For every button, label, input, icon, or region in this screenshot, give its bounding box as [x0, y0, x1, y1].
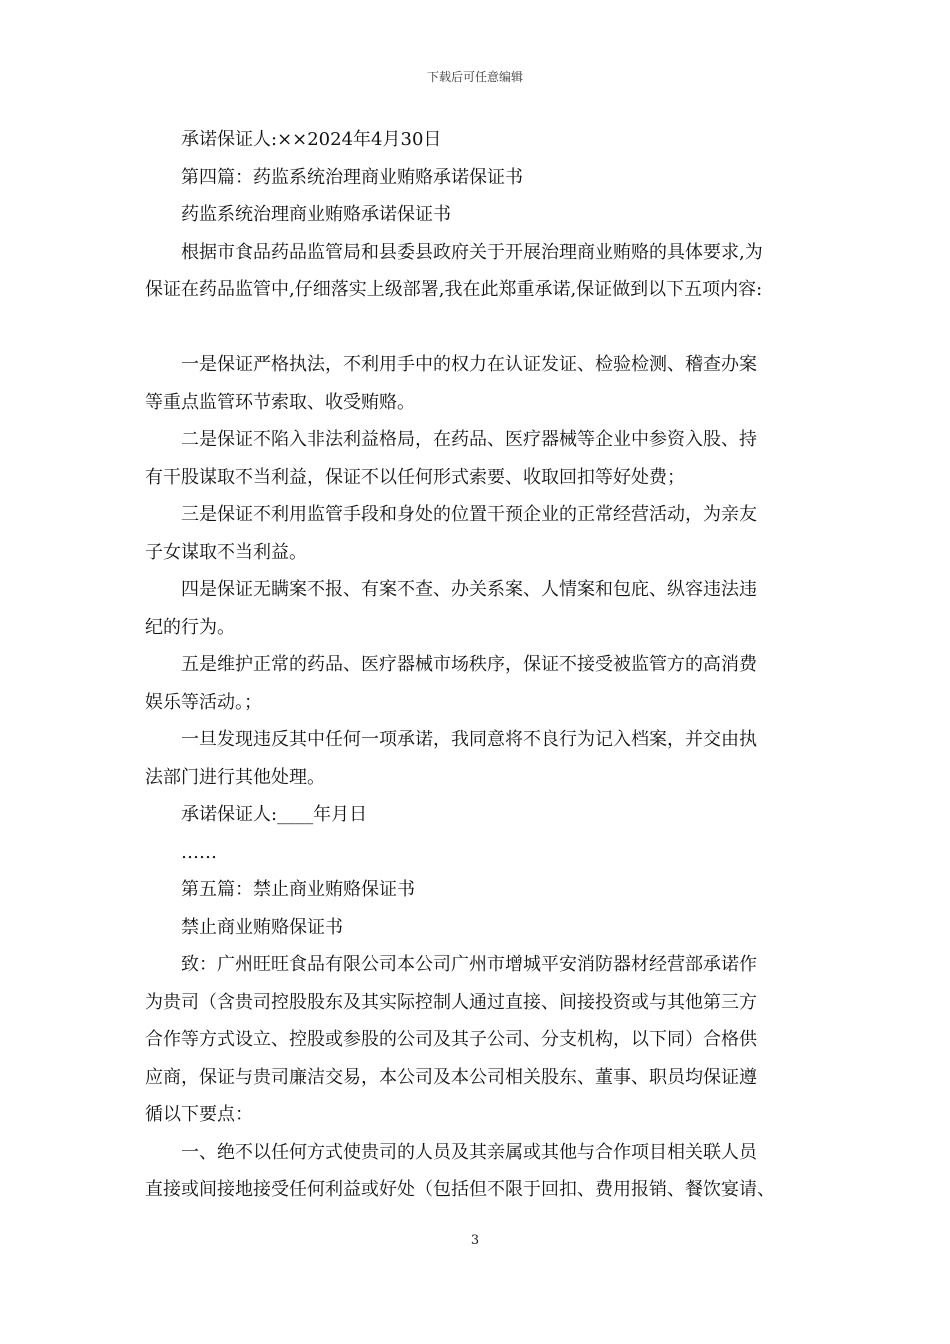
paragraph-line: 承诺保证人:××2024年4月30日 — [181, 129, 442, 150]
page-header: 下载后可任意编辑 — [426, 70, 523, 84]
paragraph-line: 五是维护正常的药品、医疗器械市场秩序，保证不接受被监管方的高消费 — [181, 654, 757, 675]
paragraph-line: 有干股谋取不当利益，保证不以任何形式索要、收取回扣等好处费； — [145, 466, 685, 488]
paragraph-line: 致：广州旺旺食品有限公司本公司广州市增城平安消防器材经营部承诺作 — [181, 954, 757, 975]
paragraph-line: 一是保证严格执法，不利用手中的权力在认证发证、检验检测、稽查办案 — [181, 354, 757, 375]
paragraph-line: 一、绝不以任何方式使贵司的人员及其亲属或其他与合作项目相关联人员 — [181, 1141, 757, 1163]
paragraph-line: 法部门进行其他处理。 — [145, 766, 325, 788]
section-title: 第五篇：禁止商业贿赂保证书 — [181, 879, 415, 900]
paragraph-line: 三是保证不利用监管手段和身处的位置干预企业的正常经营活动，为亲友 — [181, 504, 757, 525]
document-body — [145, 121, 807, 1209]
paragraph-line: 娱乐等活动。； — [145, 691, 262, 713]
paragraph-line: 等重点监管环节索取、收受贿赂。 — [145, 391, 415, 413]
page-number: 3 — [470, 1233, 480, 1248]
section-title: 第四篇：药监系统治理商业贿赂承诺保证书 — [181, 166, 523, 188]
blank-line — [145, 309, 807, 347]
paragraph-line: 合作等方式设立、控股或参股的公司及其子公司、分支机构，以下同）合格供 — [145, 1029, 757, 1050]
paragraph-line: 子女谋取不当利益。 — [145, 541, 307, 563]
document-title: 药监系统治理商业贿赂承诺保证书 — [181, 204, 451, 225]
paragraph-line: 四是保证无瞒案不报、有案不查、办关系案、人情案和包庇、纵容违法违 — [181, 579, 757, 600]
paragraph-line: 根据市食品药品监管局和县委县政府关于开展治理商业贿赂的具体要求,为 — [181, 241, 763, 263]
document-title: 禁止商业贿赂保证书 — [181, 916, 343, 938]
ellipsis-line: …… — [181, 841, 217, 863]
paragraph-line: 直接或间接地接受任何利益或好处（包括但不限于回扣、费用报销、餐饮宴请、 — [145, 1179, 775, 1200]
paragraph-line: 一旦发现违反其中任何一项承诺，我同意将不良行为记入档案，并交由执 — [181, 729, 757, 750]
signature-line: 承诺保证人:____年月日 — [181, 804, 368, 825]
paragraph-line: 二是保证不陷入非法利益格局，在药品、医疗器械等企业中参资入股、持 — [181, 429, 757, 450]
paragraph-line: 纪的行为。 — [145, 616, 235, 638]
paragraph-line: 循以下要点： — [145, 1104, 253, 1125]
paragraph-line: 保证在药品监管中,仔细落实上级部署,我在此郑重承诺,保证做到以下五项内容: — [145, 279, 763, 300]
paragraph-line: 为贵司（含贵司控股股东及其实际控制人通过直接、间接投资或与其他第三方 — [145, 991, 757, 1013]
paragraph-line: 应商，保证与贵司廉洁交易，本公司及本公司相关股东、董事、职员均保证遵 — [145, 1066, 757, 1088]
